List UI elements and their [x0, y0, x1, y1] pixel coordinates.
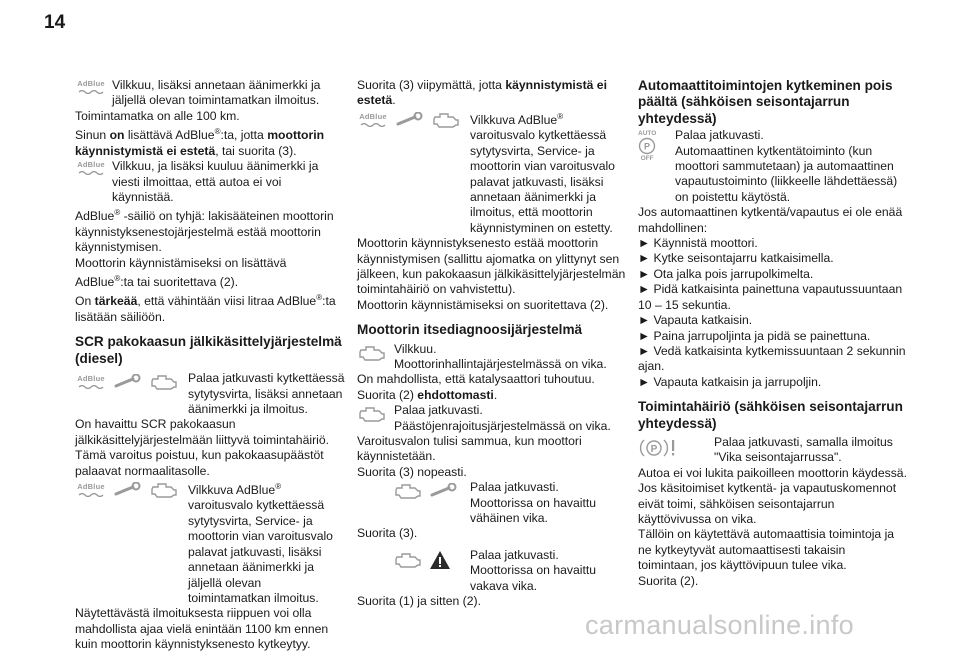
range-text: Toimintamatka on alle 100 km. [75, 108, 240, 123]
svg-text:P: P [644, 141, 651, 152]
diag-minor-label: Palaa jatkuvasti. [470, 480, 559, 495]
emission-text: Varoitusvalon tulisi sammua, kun moottori käynnistetään. [357, 434, 582, 464]
step-item: ► Paina jarrupoljinta ja pidä se painettuna. [638, 328, 871, 343]
adblue-icon: AdBlue [75, 483, 107, 497]
diag-minor-desc: Moottorissa on havaittu vähäinen vika. [470, 495, 597, 526]
adblue-empty-block [75, 159, 345, 205]
step-item: ► Kytke seisontajarru katkaisimella. [638, 251, 834, 266]
diag-blink-block [357, 342, 627, 373]
engine-icon [393, 482, 423, 500]
step-item: ► Käynnistä moottori. [638, 236, 758, 251]
service-wrench-icon [113, 482, 143, 498]
tank-empty-text: AdBlue® -säiliö on tyhjä: lakisääteinen moottorin käynnistyksenestojärjestelmä estää moottorin käynnistymisen. [75, 208, 334, 255]
fault-text-1: Autoa ei voi lukita paikoilleen moottorin käydessä. [638, 465, 907, 480]
minor-action: Suorita (3). [357, 526, 418, 541]
step-item: ► Ota jalka pois jarrupolkimelta. [638, 266, 814, 281]
scr-steady-text: Palaa jatkuvasti kytkettäessä sytytysvirta, lisäksi annetaan äänimerkki ja ilmoitus. [188, 371, 345, 416]
fault-heading: Toimintahäiriö (sähköisen seisontajarrun yhteydessä) [638, 399, 903, 431]
diag-steady-desc: Päästöjenrajoitusjärjestelmässä on vika. [394, 418, 611, 433]
step-item: ► Vapauta katkaisin. [638, 313, 753, 328]
scr-blink-block [75, 479, 345, 606]
warning-triangle-icon [429, 550, 451, 570]
service-wrench-icon [429, 483, 459, 499]
startblock-icon-text: Vilkkuva AdBlue® varoitusvalo kytkettäessä sytytysvirta, Service- ja moottorin vian varoitusvalo palavat jatkuvasti, lisäksi annetaan äänimerkki ja ilmoitus, että moottorin käynnistyminen on estetty. [470, 111, 615, 235]
scr-heading: SCR pakokaasun jälkikäsittelyjärjestelmä (diesel) [75, 334, 342, 366]
column-left [75, 0, 345, 653]
svg-text:P: P [650, 443, 658, 455]
watermark: carmanualsonline.info [585, 610, 854, 640]
five-litres-text: On tärkeää, että vähintään viisi litraa AdBlue®:ta lisätään säiliöön. [75, 293, 336, 324]
diag-minor-block [357, 480, 627, 526]
engine-icon [357, 344, 387, 362]
catalyst-text: On mahdollista, että katalysaattori tuhoutuu. [357, 372, 595, 387]
adblue-icon: AdBlue [75, 161, 107, 175]
page-number: 14 [44, 12, 66, 33]
engine-icon [149, 481, 179, 499]
steps-list [638, 236, 908, 390]
diag-steady-label: Palaa jatkuvasti. [394, 403, 483, 418]
startblock-block [357, 109, 627, 236]
severe-action: Suorita (1) ja sitten (2). [357, 594, 481, 609]
scr-steady-block [75, 371, 345, 417]
adblue-blink-text: Vilkkuu, lisäksi annetaan äänimerkki ja jäljellä olevan toimintamatkan ilmoitus. [112, 78, 321, 108]
step-item: ► Vapauta katkaisin ja jarrupoljin. [638, 374, 822, 389]
fault-icon-text: Palaa jatkuvasti, samalla ilmoitus "Vika seisontajarrussa". [714, 434, 893, 465]
auto-unavailable-text: Jos automaattinen kytkentä/vapautus ei ole enää mahdollinen: [638, 205, 903, 235]
diag-severe-label: Palaa jatkuvasti. [470, 547, 559, 562]
adblue-icon: AdBlue [75, 80, 107, 94]
fault-text-4: Suorita (2). [638, 573, 699, 588]
emission-action: Suorita (3) nopeasti. [357, 464, 467, 479]
intro-text: Suorita (3) viipymättä, jotta käynnistymistä ei estetä. [357, 78, 607, 108]
parking-brake-fault-icon [638, 437, 678, 459]
engine-icon [149, 373, 179, 391]
step-item: ► Pidä katkaisinta painettuna vapautussuuntaan 10 – 15 sekuntia. [638, 282, 903, 312]
diag-blink-desc: Moottorinhallintajärjestelmässä on vika. [394, 356, 607, 371]
catalyst-action: Suorita (2) ehdottomasti. [357, 387, 498, 402]
scr-blink-text: Vilkkuva AdBlue® varoitusvalo kytkettäessä sytytysvirta, Service- ja moottorin vian varoitusvalo palavat jatkuvasti, lisäksi annetaan äänimerkki ja jäljellä olevan toimintamatkan ilmoitus. [188, 482, 333, 605]
auto-off-label: Palaa jatkuvasti. [675, 128, 764, 143]
fault-block [638, 435, 908, 466]
scr-range-text: Näytettävästä ilmoituksesta riippuen voi olla mahdollista ajaa vielä enintään 1100 km ennen kuin moottorin käynnistyksenesto kytkeytyy. [75, 606, 329, 652]
auto-off-icon: AUTO P OFF [638, 130, 657, 163]
startblock-text: Moottorin käynnistyksenesto estää moottorin käynnistymisen (sallittu ajomatka on ylittynyt sen jälkeen, kun pakokaasun jälkikäsittelyjärjestelmän toimintahäiriö on vahvistettu). [357, 236, 626, 297]
diag-severe-desc: Moottorissa on havaittu vakava vika. [470, 563, 597, 593]
service-wrench-icon [395, 112, 425, 128]
adblue-empty-text: Vilkkuu, ja lisäksi kuuluu äänimerkki ja viesti ilmoittaa, että autoa ei voi käynnistää. [112, 159, 319, 204]
restart-text: Moottorin käynnistämiseksi on lisättävä AdBlue®:ta tai suoritettava (2). [75, 255, 287, 290]
adblue-blink-block [75, 78, 345, 109]
diag-blink-label: Vilkkuu. [394, 341, 437, 356]
engine-icon [431, 111, 461, 129]
column-right [638, 0, 908, 589]
fault-text-2: Jos käsitoimiset kytkentä- ja vapautuskomennot eivät toimi, sähköisen seisontajarrun käyttövivussa on vika. [638, 481, 897, 526]
diag-heading: Moottorin itsediagnoosijärjestelmä [357, 322, 583, 338]
diag-severe-block [357, 548, 627, 594]
engine-icon [357, 405, 387, 423]
auto-heading: Automaattitoimintojen kytkeminen pois päältä (sähköisen seisontajarrun yhteydessä) [638, 78, 893, 126]
startblock-action: Moottorin käynnistämiseksi on suoritettava (2). [357, 297, 609, 312]
diag-steady-block [357, 403, 627, 434]
scr-clear-text: Tämä varoitus poistuu, kun pakokaasupäästöt palaavat normaalitasolle. [75, 448, 324, 478]
auto-off-block [638, 128, 908, 205]
auto-off-desc: Automaattinen kytkentätoiminto (kun moottori sammutetaan) ja automaattinen vapautustoiminto (liikkeelle lähdettäessä) on poistettu käytöstä. [675, 143, 898, 204]
column-middle [357, 0, 627, 609]
adblue-icon: AdBlue [75, 375, 107, 389]
adblue-icon: AdBlue [357, 113, 389, 127]
scr-fault-text: On havaittu SCR pakokaasun jälkikäsittelyjärjestelmään liittyvä toimintahäiriö. [75, 417, 330, 447]
add-adblue-text: Sinun on lisättävä AdBlue®:ta, jotta moottorin käynnistymistä ei estetä, tai suorita (3). [75, 127, 325, 158]
engine-icon [393, 551, 423, 569]
fault-text-3: Tällöin on käytettävä automaattisia toimintoja ja ne kytkeytyvät automaattisesti takaisin toimintaan, jos käyttövipuun tulee vika. [638, 527, 895, 573]
service-wrench-icon [113, 374, 143, 390]
step-item: ► Vedä katkaisinta kytkemissuuntaan 2 sekunnin ajan. [638, 343, 906, 374]
